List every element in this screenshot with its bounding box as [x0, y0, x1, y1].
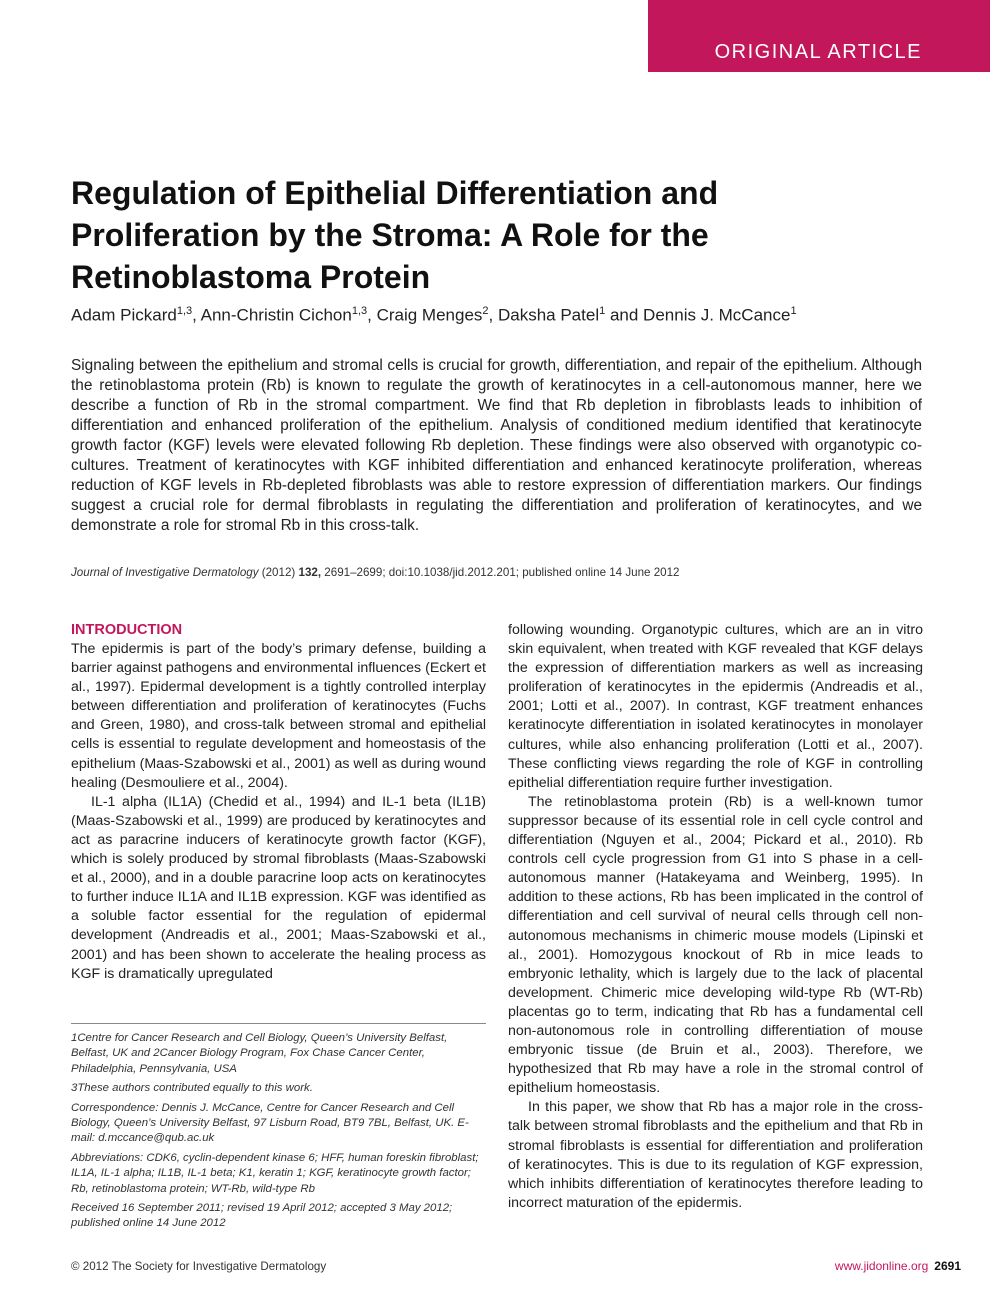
footnote-abbreviations: Abbreviations: CDK6, cyclin-dependent kinase 6; HFF, human foreskin fibroblast; IL1A, IL-1 alpha; IL1B, IL-1 beta; K1, keratin 1; KGF, keratinocyte growth factor; Rb, retinoblastoma protein; WT-Rb, wild-type Rb [71, 1151, 479, 1195]
abstract: Signaling between the epithelium and stromal cells is crucial for growth, differentiation, and repair of the epithelium. Although the retinoblastoma protein (Rb) is known to regulate the growth of keratinocytes in a cell-autonomous manner, here we describe a function of Rb in the stromal compartment. We find that Rb depletion in fibroblasts leads to inhibition of differentiation and enhanced proliferation of the epithelium. Analysis of conditioned medium identified that keratinocyte growth factor (KGF) levels were elevated following Rb depletion. These findings were also observed with organotypic co-cultures. Treatment of keratinocytes with KGF inhibited differentiation and enhanced keratinocyte proliferation, whereas reduction of KGF levels in Rb-depleted fibroblasts was able to restore expression of differentiation markers. Our findings suggest a crucial role for dermal fibroblasts in regulating the differentiation and proliferation of keratinocytes, and we demonstrate a role for stromal Rb in this cross-talk. [71, 357, 922, 534]
body-paragraph: The retinoblastoma protein (Rb) is a well-known tumor suppressor because of its essential role in cell cycle control and differentiation (Nguyen et al., 2004; Pickard et al., 2010). Rb controls cell cycle progression from G1 into S phase in a cell-autonomous manner (Hatakeyama and Weinberg, 1995). In addition to these actions, Rb has been implicated in the control of differentiation and cell survival of neural cells through cell non-autonomous mechanisms in chimeric mouse models (Lipinski et al., 2001). Homozygous knockout of Rb in mice leads to embryonic lethality, which is largely due to the lack of placental development. Chimeric mice developing wild-type Rb (WT-Rb) placentas go to term, indicating that Rb has a fundamental cell non-autonomous role in controlling differentiation of mouse embryonic tissue (de Bruin et al., 2003). Therefore, we hypothesized that Rb may have a role in the stromal control of epithelium homeostasis. [508, 793, 923, 1097]
section-heading-introduction: INTRODUCTION [71, 622, 183, 638]
author-affiliation: 1,3 [351, 305, 368, 317]
journal-url-link[interactable]: www.jidonline.org [834, 1259, 929, 1273]
citation [71, 566, 931, 579]
body-paragraph: In this paper, we show that Rb has a major role in the cross-talk between stromal fibroblasts and the epithelium and that Rb in stromal fibroblasts is essential for differentiation and proliferation of keratinocytes. This is due to its regulation of KGF expression, which inhibits differentiation of keratinocytes therefore leading to incorrect maturation of the epidermis. [508, 1099, 923, 1211]
right-column [508, 621, 923, 1213]
footnote-affiliations: 1Centre for Cancer Research and Cell Biology, Queen’s University Belfast, Belfast, UK and 2Cancer Biology Program, Fox Chase Cancer Center, Philadelphia, Pennsylvania, USA [71, 1032, 448, 1075]
author-affiliation: 1,3 [176, 305, 193, 317]
author-name: Ann-Christin Cichon [200, 305, 352, 325]
citation-details: 2691–2699; doi:10.1038/jid.2012.201; published online 14 June 2012 [321, 566, 680, 579]
author-list: Adam Pickard$^{1,3}$, Ann-Christin Cichon$^{1,3}$, Craig Menges$^2$, Daksha Patel$^1$ and Dennis J. McCance$^1$ [71, 305, 797, 325]
article-type-label: ORIGINAL ARTICLE [714, 41, 922, 63]
footnote-correspondence: Correspondence: Dennis J. McCance, Centre for Cancer Research and Cell Biology, Queen’s University Belfast, 97 Lisburn Road, BT9 7BL, Belfast, UK. E-mail: d.mccance@qub.ac.uk [71, 1101, 469, 1145]
citation-year: (2012) [258, 566, 299, 579]
author-affiliation: 1 [790, 305, 797, 317]
page-number: 2691 [934, 1259, 961, 1273]
left-column [71, 621, 486, 984]
page-footer [835, 1259, 961, 1273]
author-name: Craig Menges [376, 305, 483, 325]
footnote-divider [71, 1023, 486, 1024]
footnotes [71, 1031, 486, 1236]
author-name: Daksha Patel [497, 305, 600, 325]
body-paragraph: IL-1 alpha (IL1A) (Chedid et al., 1994) and IL-1 beta (IL1B) (Maas-Szabowski et al., 1999) are produced by keratinocytes and act as paracrine inducers of keratinocyte growth factor (KGF), which is solely produced by stromal fibroblasts (Maas-Szabowski et al., 2000), and in a double paracrine loop acts on keratinocytes to further induce IL1A and IL1B expression. KGF was identified as a soluble factor essential for the regulation of epidermal development (Andreadis et al., 2001; Maas-Szabowski et al., 2001) and has been shown to accelerate the healing process as KGF is dramatically upregulated [71, 793, 486, 982]
body-paragraph: following wounding. Organotypic cultures, which are an in vitro skin equivalent, when treated with KGF revealed that KGF delays the expression of differentiation markers as well as increasing proliferation of keratinocytes in the epidermis (Andreadis et al., 2001; Lotti et al., 2007). In contrast, KGF treatment enhances keratinocyte differentiation in isolated keratinocytes in monolayer cultures, while also enhancing proliferation (Lotti et al., 2007). These conflicting views regarding the role of KGF in controlling epithelial differentiation require further investigation. [508, 622, 923, 791]
author-affiliation: 2 [482, 305, 489, 317]
citation-volume: 132, [298, 566, 322, 579]
footnote-equal-contribution: 3These authors contributed equally to this work. [71, 1082, 313, 1095]
body-paragraph: The epidermis is part of the body’s primary defense, building a barrier against pathogens and environmental influences (Eckert et al., 1997). Epidermal development is a tightly controlled interplay between differentiation and proliferation of keratinocytes (Fuchs and Green, 1980), and cross-talk between stromal and epithelial cells is essential to regulate development and homeostasis of the epithelium (Maas-Szabowski et al., 2001) as well as during wound healing (Desmouliere et al., 2004). [71, 641, 486, 791]
article-title: Regulation of Epithelial Differentiation and Proliferation by the Stroma: A Role for the Retinoblastoma Protein [71, 175, 719, 295]
author-name: Adam Pickard [71, 305, 177, 325]
article-type-banner [648, 0, 990, 72]
footnote-received: Received 16 September 2011; revised 19 April 2012; accepted 3 May 2012; published online 14 June 2012 [71, 1202, 453, 1230]
author-name: Dennis J. McCance [643, 305, 791, 325]
citation-journal: Journal of Investigative Dermatology [71, 566, 259, 579]
copyright-notice: © 2012 The Society for Investigative Dermatology [71, 1260, 327, 1273]
author-affiliation: 1 [599, 305, 606, 317]
